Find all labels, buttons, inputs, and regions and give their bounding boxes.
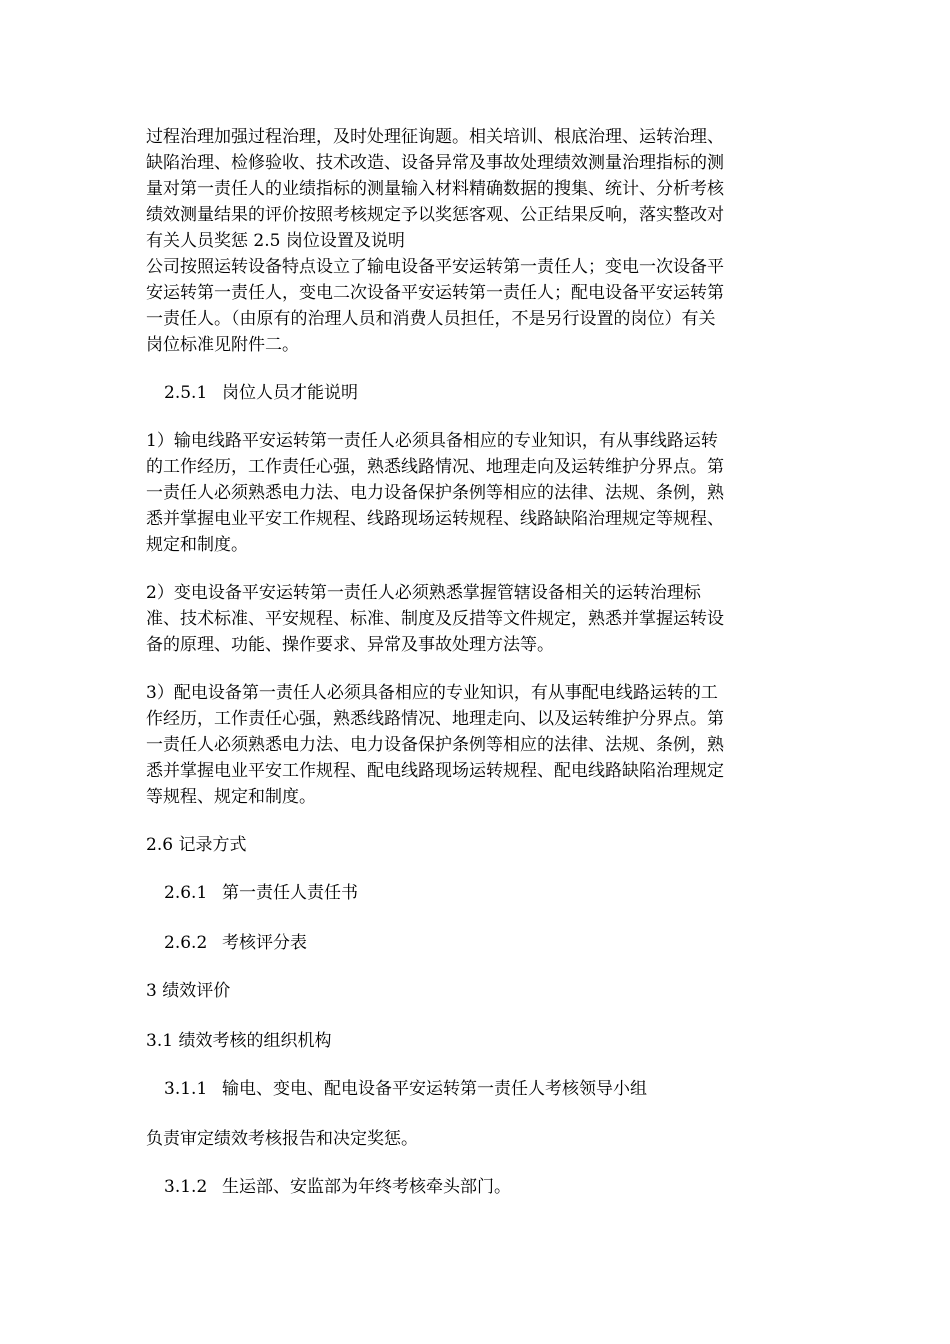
list-item-line: 一责任人必须熟悉电力法、电力设备保护条例等相应的法律、法规、条例，熟 bbox=[146, 483, 724, 503]
section-heading-3-1: 3.1 绩效考核的组织机构 bbox=[146, 1031, 332, 1051]
list-item-line: 3）配电设备第一责任人必须具备相应的专业知识，有从事配电线路运转的工 bbox=[146, 683, 718, 703]
section-number: 2.6.1 bbox=[164, 883, 208, 903]
list-item-line: 规定和制度。 bbox=[146, 535, 248, 555]
body-text-line: 绩效测量结果的评价按照考核规定予以奖惩客观、公正结果反响，落实整改对 bbox=[146, 205, 724, 225]
list-item-line: 2）变电设备平安运转第一责任人必须熟悉掌握管辖设备相关的运转治理标 bbox=[146, 583, 701, 603]
section-number: 3.1.2 bbox=[164, 1177, 208, 1197]
section-heading-3-1-1 bbox=[164, 1077, 824, 1101]
section-heading-2-5-1 bbox=[164, 381, 824, 405]
body-text-line: 公司按照运转设备特点设立了输电设备平安运转第一责任人；变电一次设备平 bbox=[146, 257, 724, 277]
body-text-line: 负责审定绩效考核报告和决定奖惩。 bbox=[146, 1129, 418, 1149]
section-title: 第一责任人责任书 bbox=[222, 883, 358, 903]
body-text-line: 岗位标准见附件二。 bbox=[146, 335, 299, 355]
section-title: 输电、变电、配电设备平安运转第一责任人考核领导小组 bbox=[222, 1079, 647, 1099]
list-item-line: 悉并掌握电业平安工作规程、线路现场运转规程、线路缺陷治理规定等规程、 bbox=[146, 509, 724, 529]
section-title: 岗位人员才能说明 bbox=[222, 383, 358, 403]
list-item-line: 1）输电线路平安运转第一责任人必须具备相应的专业知识，有从事线路运转 bbox=[146, 431, 718, 451]
body-text-line: 安运转第一责任人，变电二次设备平安运转第一责任人；配电设备平安运转第 bbox=[146, 283, 724, 303]
list-item-line: 等规程、规定和制度。 bbox=[146, 787, 316, 807]
section-heading-2-6: 2.6 记录方式 bbox=[146, 835, 247, 855]
list-item-line: 准、技术标准、平安规程、标准、制度及反措等文件规定，熟悉并掌握运转设 bbox=[146, 609, 724, 629]
list-item-line: 悉并掌握电业平安工作规程、配电线路现场运转规程、配电线路缺陷治理规定 bbox=[146, 761, 724, 781]
list-item-line: 作经历，工作责任心强，熟悉线路情况、地理走向、以及运转维护分界点。第 bbox=[146, 709, 724, 729]
section-number: 2.5.1 bbox=[164, 383, 208, 403]
body-text-line: 量对第一责任人的业绩指标的测量输入材料精确数据的搜集、统计、分析考核 bbox=[146, 179, 724, 199]
list-item-line: 的工作经历，工作责任心强，熟悉线路情况、地理走向及运转维护分界点。第 bbox=[146, 457, 724, 477]
list-item-line: 备的原理、功能、操作要求、异常及事故处理方法等。 bbox=[146, 635, 554, 655]
section-title: 考核评分表 bbox=[222, 933, 307, 953]
section-heading-2-6-2 bbox=[164, 931, 824, 955]
body-text-line: 有关人员奖惩 2.5 岗位设置及说明 bbox=[146, 231, 405, 251]
section-heading-3: 3 绩效评价 bbox=[146, 981, 231, 1001]
section-title: 生运部、安监部为年终考核牵头部门。 bbox=[222, 1177, 511, 1197]
section-number: 2.6.2 bbox=[164, 933, 208, 953]
section-heading-2-6-1 bbox=[164, 881, 824, 905]
body-text-line: 一责任人。（由原有的治理人员和消费人员担任，不是另行设置的岗位）有关 bbox=[146, 309, 716, 329]
body-text-line: 缺陷治理、检修验收、技术改造、设备异常及事故处理绩效测量治理指标的测 bbox=[146, 153, 724, 173]
body-text-line: 过程治理加强过程治理，及时处理征询题。相关培训、根底治理、运转治理、 bbox=[146, 127, 724, 147]
section-heading-3-1-2 bbox=[164, 1175, 824, 1199]
section-number: 3.1.1 bbox=[164, 1079, 208, 1099]
list-item-line: 一责任人必须熟悉电力法、电力设备保护条例等相应的法律、法规、条例，熟 bbox=[146, 735, 724, 755]
